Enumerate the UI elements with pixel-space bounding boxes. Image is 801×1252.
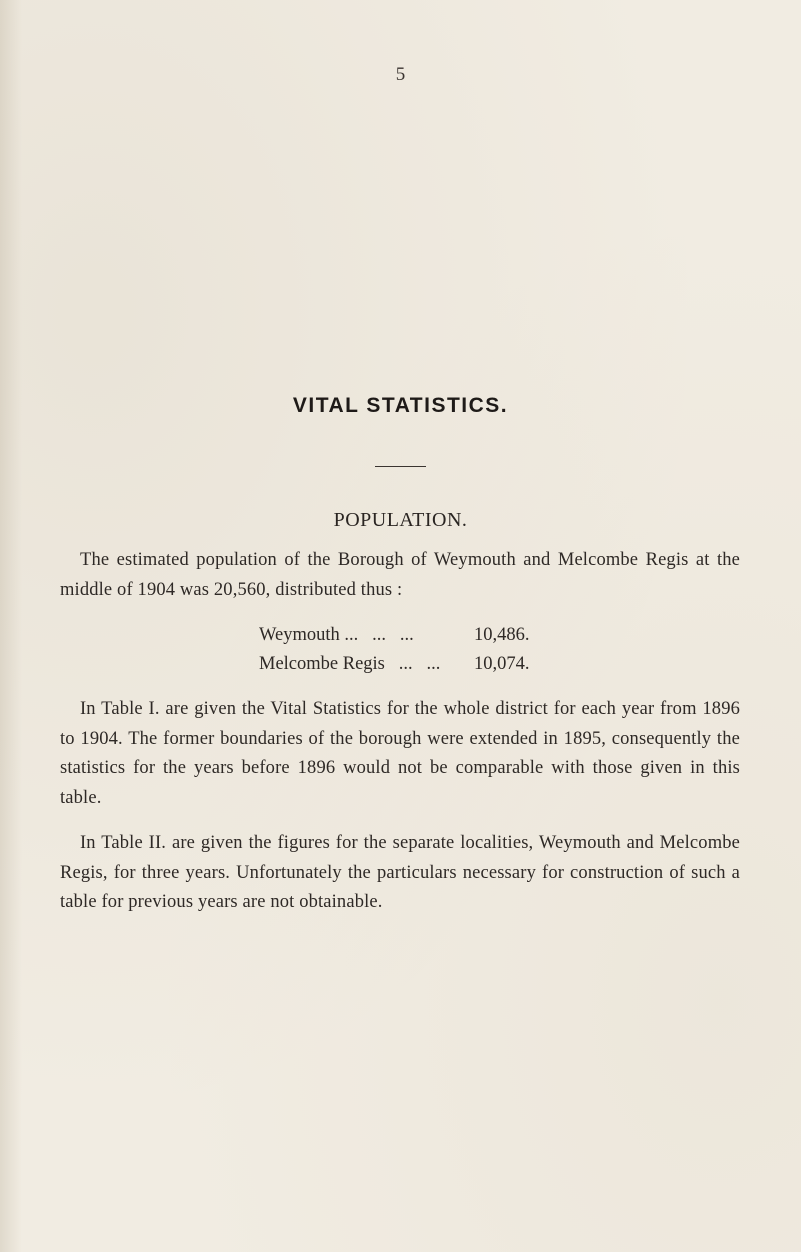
page-number: 5 [395, 64, 406, 85]
population-place: Weymouth ... ... ... [259, 625, 414, 645]
population-value: 10,486. [474, 625, 530, 645]
page-edge-shadow [0, 0, 22, 1252]
population-row-weymouth [259, 621, 554, 650]
population-value: 10,074. [474, 654, 530, 674]
title-divider [375, 466, 426, 467]
page-title: VITAL STATISTICS. [292, 394, 509, 417]
population-place: Melcombe Regis ... ... [259, 654, 441, 674]
table-one-paragraph: In Table I. are given the Vital Statistics for the whole district for each year from 1896 to 1904. The former boundaries of the borough were extended in 1895, consequently the statistics for the years before 1896 would not be comparable with those given in this table. [60, 699, 740, 808]
intro-paragraph: The estimated population of the Borough of Weymouth and Melcombe Regis at the middle of 1904 was 20,560, distributed thus : [60, 550, 740, 600]
population-row-melcombe-regis [259, 650, 554, 679]
population-list [259, 621, 554, 679]
table-two-paragraph: In Table II. are given the figures for the separate localities, Weymouth and Melcombe Regis, for three years. Unfortunately the particulars necessary for construction of such a table for previous years are not obtainable. [60, 833, 740, 912]
section-heading: POPULATION. [333, 509, 468, 531]
